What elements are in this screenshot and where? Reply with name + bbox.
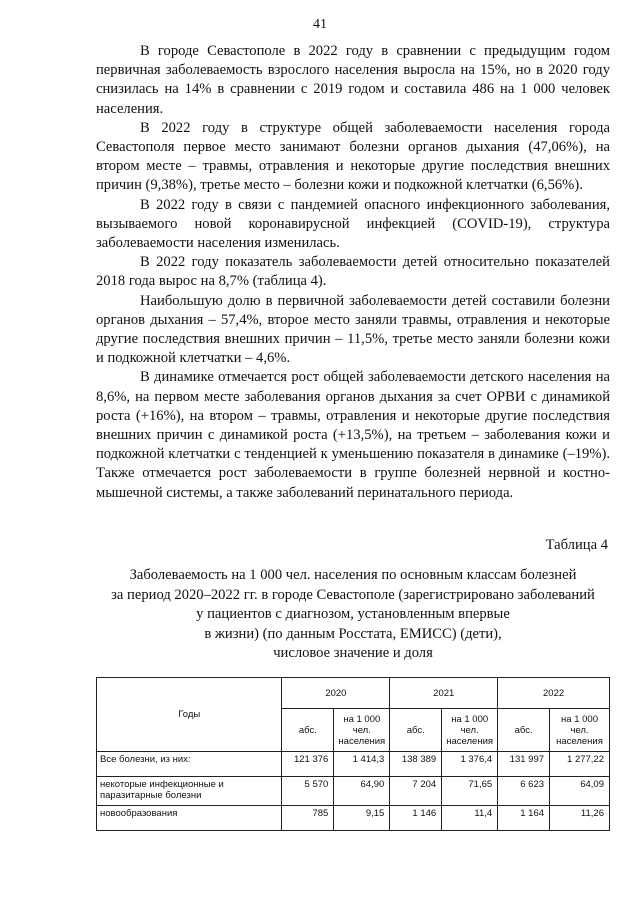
table-row	[97, 806, 610, 831]
caption-line: числовое значение и доля	[273, 645, 433, 661]
row-name: некоторые инфекционные и паразитарные болезни	[97, 777, 282, 806]
cell-value: 71,65	[442, 777, 498, 806]
row-name: Все болезни, из них:	[97, 752, 282, 777]
row-name: новообразования	[97, 806, 282, 831]
caption-line: в жизни) (по данным Росстата, ЕМИСС) (дети),	[204, 625, 502, 642]
cell-value: 11,4	[442, 806, 498, 831]
caption-line: за период 2020–2022 гг. в городе Севастополе (зарегистрировано заболеваний	[111, 586, 595, 603]
caption-line: Заболеваемость на 1 000 чел. населения по основным классам болезней	[129, 567, 577, 583]
abs-header: абс.	[282, 709, 334, 752]
per1000-header: на 1 000 чел. населения	[442, 709, 498, 752]
per1000-header: на 1 000 чел. населения	[334, 709, 390, 752]
paragraph-4: В 2022 году показатель заболеваемости детей относительно показателей 2018 года вырос на 8,7% (таблица 4).	[96, 254, 610, 290]
body-text	[96, 42, 610, 503]
paragraph-6: В динамике отмечается рост общей заболеваемости детского населения на 8,6%, на первом месте заболевания органов дыхания за счет ОРВИ с динамикой роста (+16%), на втором – травмы, отравления и некоторые другие последствия внешних причин с динамикой роста (+13,5%), на третьем – заболевания кожи и подкожной клетчатки с тенденцией к уменьшению показателя в динамике (–19%). Также отмечается рост заболеваемости в группе болезней нервной и костно-мышечной системы, а также заболеваний перинатального периода.	[96, 369, 610, 501]
abs-header: абс.	[498, 709, 550, 752]
paragraph-5: Наибольшую долю в первичной заболеваемости детей составили болезни органов дыхания – 57,4%, второе место заняли травмы, отравления и некоторые другие последствия внешних причин – 11,5%, третье место заняли болезни кожи и подкожной клетчатки – 4,6%.	[96, 292, 610, 367]
years-header: Годы	[97, 678, 282, 752]
cell-value: 131 997	[498, 752, 550, 777]
cell-value: 1 376,4	[442, 752, 498, 777]
table-label: Таблица 4	[545, 537, 608, 553]
cell-value: 121 376	[282, 752, 334, 777]
caption-line: у пациентов с диагнозом, установленным впервые	[196, 606, 510, 622]
year-header: 2020	[282, 678, 390, 709]
cell-value: 9,15	[334, 806, 390, 831]
cell-value: 785	[282, 806, 334, 831]
cell-value: 1 414,3	[334, 752, 390, 777]
cell-value: 6 623	[498, 777, 550, 806]
cell-value: 1 277,22	[550, 752, 610, 777]
table-caption	[86, 566, 620, 664]
paragraph-3: В 2022 году в связи с пандемией опасного инфекционного заболевания, вызываемого новой коронавирусной инфекцией (COVID-19), структура заболеваемости населения изменилась.	[96, 196, 610, 252]
year-header: 2022	[498, 678, 610, 709]
cell-value: 1 164	[498, 806, 550, 831]
table-header-years	[97, 678, 610, 709]
table-row	[97, 752, 610, 777]
per1000-header: на 1 000 чел. населения	[550, 709, 610, 752]
page-number: 41	[313, 17, 327, 32]
cell-value: 64,09	[550, 777, 610, 806]
cell-value: 7 204	[390, 777, 442, 806]
paragraph-1: В городе Севастополе в 2022 году в сравнении с предыдущим годом первичная заболеваемость взрослого населения выросла на 15%, но в 2020 году снизилась на 14% в сравнении с 2019 годом и составила 486 на 1 000 человек населения.	[96, 43, 610, 117]
table-row	[97, 777, 610, 806]
cell-value: 64,90	[334, 777, 390, 806]
paragraph-2: В 2022 году в структуре общей заболеваемости населения города Севастополя первое место занимают болезни органов дыхания (47,06%), на втором месте – травмы, отравления и некоторые другие последствия внешних причин (9,38%), третье место – болезни кожи и подкожной клетчатки (6,56%).	[96, 119, 610, 194]
cell-value: 5 570	[282, 777, 334, 806]
cell-value: 11,26	[550, 806, 610, 831]
morbidity-table	[96, 677, 610, 831]
cell-value: 138 389	[390, 752, 442, 777]
abs-header: абс.	[390, 709, 442, 752]
year-header: 2021	[390, 678, 498, 709]
cell-value: 1 146	[390, 806, 442, 831]
